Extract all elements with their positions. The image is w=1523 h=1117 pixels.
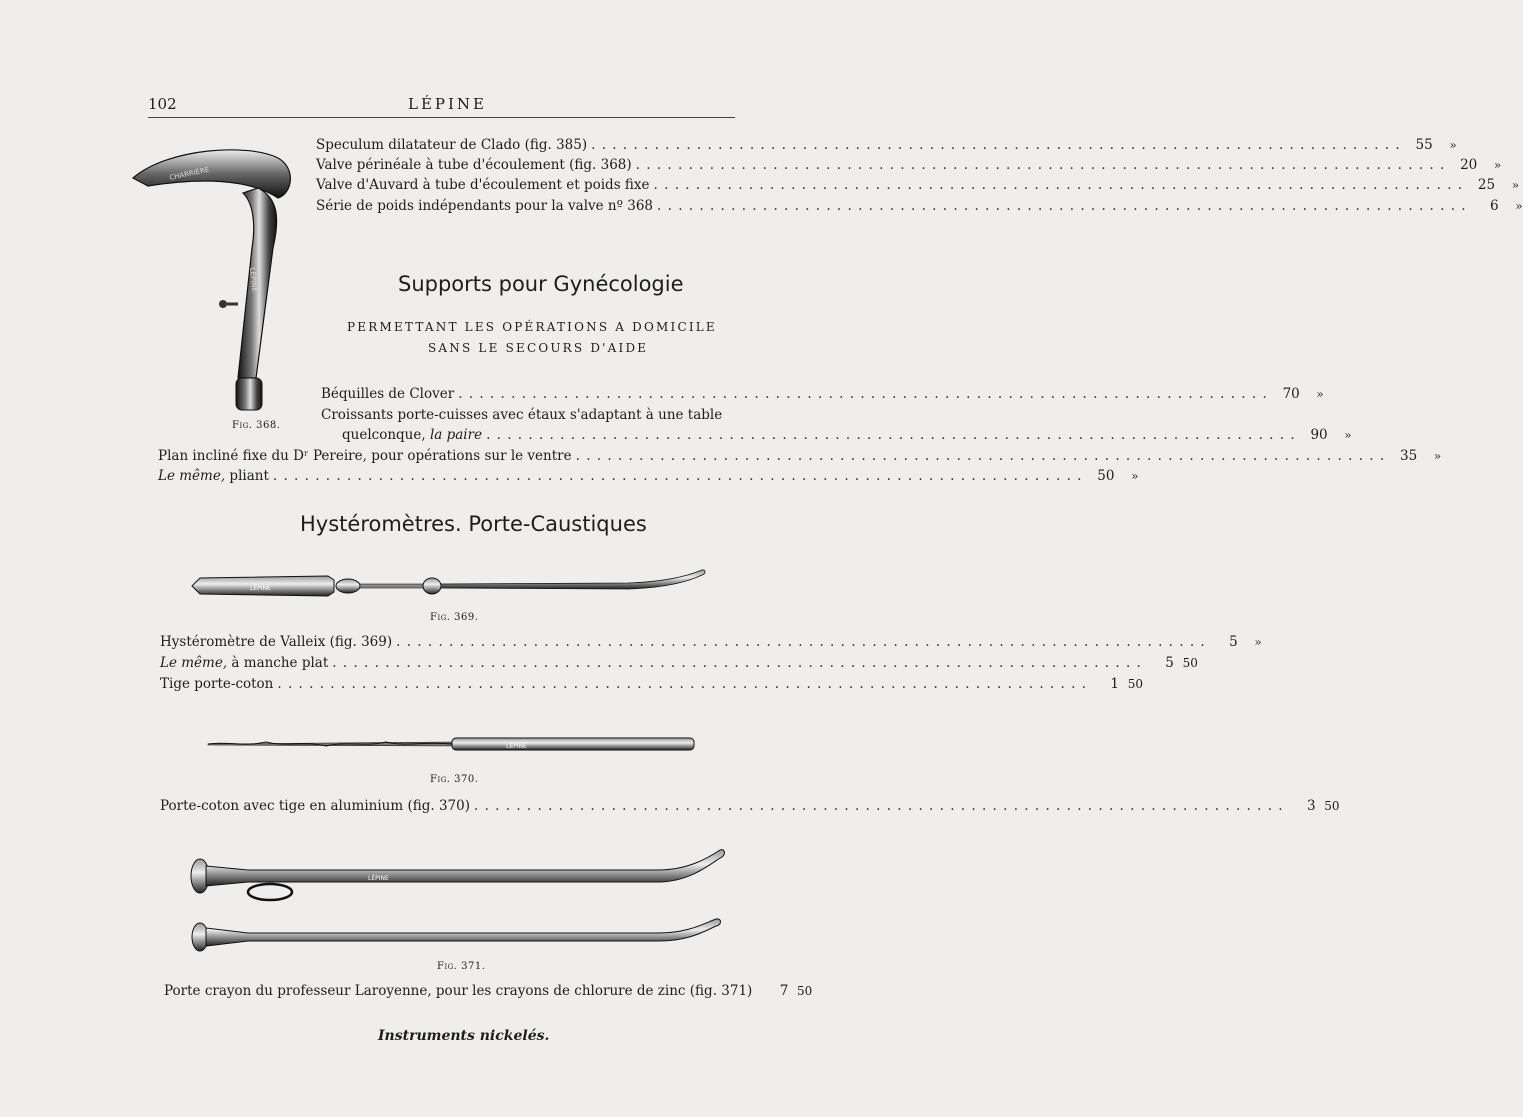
footer-note: Instruments nickelés.	[378, 1028, 550, 1044]
fig368-caption: Fig. 368.	[232, 420, 281, 431]
section-title-hysterometres: Hystéromètres. Porte-Caustiques	[300, 512, 647, 536]
fig369-caption: Fig. 369.	[430, 612, 479, 623]
list-item: Béquilles de Clover . . . 70 »	[321, 386, 736, 402]
page-number: 102	[148, 95, 177, 113]
list-item: quelconque, la paire . . . 90 »	[342, 427, 736, 443]
list-item: Le même, à manche plat . . . 5 50	[160, 655, 752, 671]
supports-subtitle-1: PERMETTANT LES OPÉRATIONS A DOMICILE	[347, 320, 717, 334]
list-item: Tige porte-coton . . . 1 50	[160, 676, 752, 692]
figure-371-illustration	[188, 840, 728, 960]
list-item: Plan incliné fixe du Dʳ Pereire, pour opérations sur le ventre . . . 35 »	[158, 448, 736, 464]
supports-subtitle-2: SANS LE SECOURS D'AIDE	[428, 341, 649, 355]
figure-368-illustration	[128, 138, 308, 418]
fig370-caption: Fig. 370.	[430, 774, 479, 785]
fig370-engraving: LÉPINE	[506, 743, 527, 750]
fig368-maker-mark: CHARRIÈRE	[168, 165, 210, 182]
running-title: LÉPINE	[408, 95, 488, 113]
list-item: Le même, pliant . . . 50 »	[158, 468, 736, 484]
list-item-line1: Croissants porte-cuisses avec étaux s'adaptant à une table	[321, 407, 723, 423]
list-item: Hystéromètre de Valleix (fig. 369) . . . 5 »	[160, 634, 752, 650]
list-item: Valve périnéale à tube d'écoulement (fig. 368) . . . 20 »	[316, 157, 736, 173]
fig369-engraving: LÉPINE	[250, 585, 271, 592]
header-rule	[148, 117, 735, 118]
fig368-engraving: LÉPINE	[248, 267, 259, 293]
section-title-supports: Supports pour Gynécologie	[398, 272, 684, 296]
list-item: Porte crayon du professeur Laroyenne, pour les crayons de chlorure de zinc (fig. 371) 7 50	[164, 983, 813, 999]
list-item: Speculum dilatateur de Clado (fig. 385) . . . 55 »	[316, 137, 736, 153]
fig371-engraving: LÉPINE	[368, 875, 389, 882]
list-item: Série de poids indépendants pour la valve nº 368 . . . 6 »	[316, 198, 736, 214]
list-item: Valve d'Auvard à tube d'écoulement et poids fixe . . . 25 »	[316, 177, 736, 193]
list-item: Porte-coton avec tige en aluminium (fig. 370) . . . 3 50	[160, 798, 752, 814]
figure-369-illustration	[188, 560, 710, 608]
figure-370-illustration	[206, 732, 698, 756]
fig371-caption: Fig. 371.	[437, 961, 486, 972]
